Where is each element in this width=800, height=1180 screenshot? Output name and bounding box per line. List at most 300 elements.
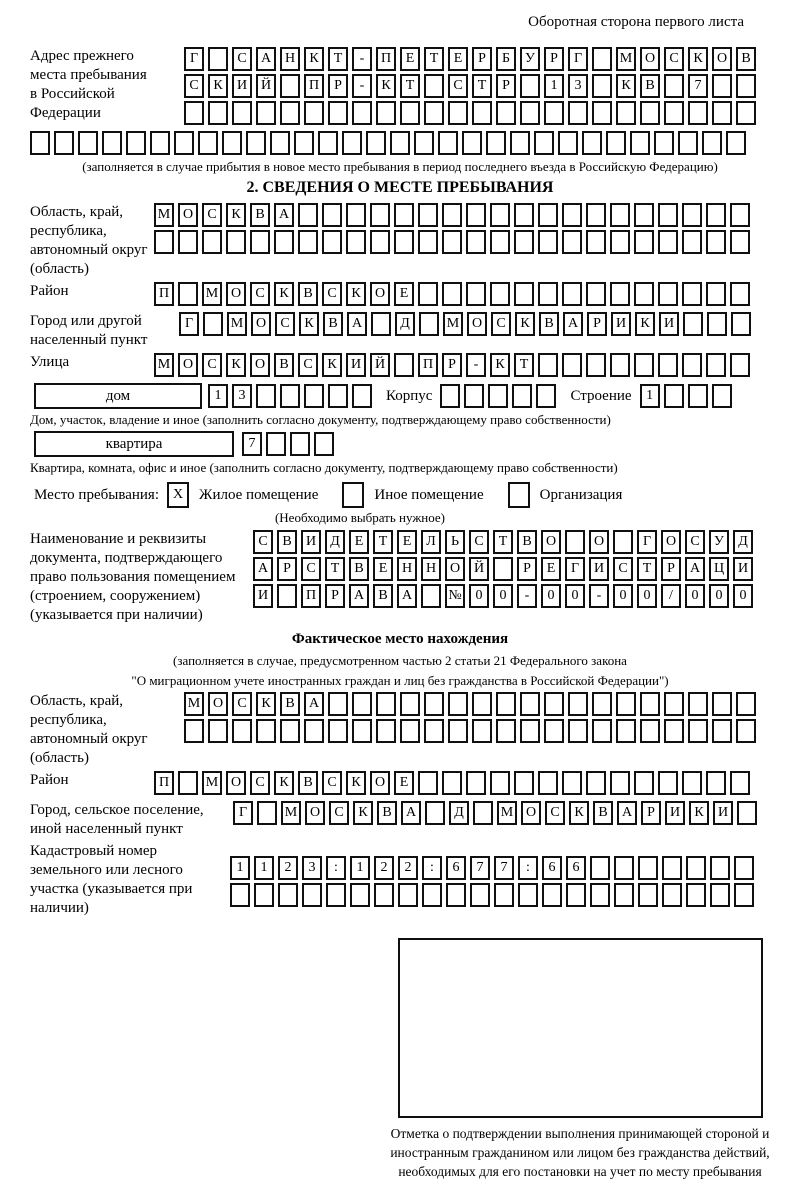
char-box[interactable]: С — [253, 530, 273, 554]
char-box[interactable]: М — [497, 801, 517, 825]
char-box[interactable] — [510, 131, 530, 155]
char-box[interactable]: Е — [397, 530, 417, 554]
char-box[interactable] — [520, 74, 540, 98]
char-box[interactable] — [682, 203, 702, 227]
char-box[interactable] — [184, 101, 204, 125]
char-box[interactable] — [232, 719, 252, 743]
char-box[interactable] — [586, 230, 606, 254]
char-box[interactable] — [278, 883, 298, 907]
char-box[interactable]: - — [352, 47, 372, 71]
char-box[interactable] — [174, 131, 194, 155]
char-box[interactable] — [654, 131, 674, 155]
char-box[interactable] — [562, 771, 582, 795]
char-box[interactable] — [610, 282, 630, 306]
char-box[interactable] — [534, 131, 554, 155]
char-box[interactable]: П — [301, 584, 321, 608]
char-box[interactable] — [154, 230, 174, 254]
char-box[interactable] — [230, 883, 250, 907]
char-box[interactable] — [610, 353, 630, 377]
char-box[interactable] — [400, 692, 420, 716]
char-box[interactable] — [418, 230, 438, 254]
char-box[interactable]: Е — [541, 557, 561, 581]
char-box[interactable]: И — [253, 584, 273, 608]
char-box[interactable] — [568, 692, 588, 716]
char-box[interactable] — [394, 353, 414, 377]
char-box[interactable] — [418, 203, 438, 227]
char-box[interactable] — [640, 692, 660, 716]
char-box[interactable]: А — [401, 801, 421, 825]
char-box[interactable] — [664, 384, 684, 408]
char-box[interactable]: 0 — [685, 584, 705, 608]
char-box[interactable] — [520, 101, 540, 125]
char-box[interactable] — [418, 771, 438, 795]
char-box[interactable] — [538, 282, 558, 306]
char-box[interactable]: 0 — [565, 584, 585, 608]
char-box[interactable] — [688, 101, 708, 125]
char-box[interactable] — [304, 101, 324, 125]
char-box[interactable]: В — [349, 557, 369, 581]
char-box[interactable] — [736, 692, 756, 716]
char-box[interactable] — [494, 883, 514, 907]
char-box[interactable] — [418, 282, 438, 306]
char-box[interactable] — [490, 282, 510, 306]
char-box[interactable]: А — [349, 584, 369, 608]
char-box[interactable]: Г — [637, 530, 657, 554]
char-box[interactable]: 1 — [350, 856, 370, 880]
char-box[interactable]: О — [640, 47, 660, 71]
char-box[interactable] — [254, 883, 274, 907]
char-box[interactable] — [466, 771, 486, 795]
char-box[interactable] — [568, 101, 588, 125]
char-box[interactable]: К — [322, 353, 342, 377]
char-box[interactable] — [280, 719, 300, 743]
char-box[interactable] — [277, 584, 297, 608]
char-box[interactable]: И — [232, 74, 252, 98]
char-box[interactable]: Р — [277, 557, 297, 581]
char-box[interactable] — [683, 312, 703, 336]
char-box[interactable]: К — [515, 312, 535, 336]
char-box[interactable] — [538, 230, 558, 254]
char-box[interactable] — [538, 203, 558, 227]
char-box[interactable] — [616, 692, 636, 716]
char-box[interactable] — [422, 883, 442, 907]
char-box[interactable] — [203, 312, 223, 336]
char-box[interactable] — [466, 230, 486, 254]
char-box[interactable]: Р — [544, 47, 564, 71]
char-box[interactable] — [376, 101, 396, 125]
char-box[interactable] — [664, 692, 684, 716]
char-box[interactable] — [734, 856, 754, 880]
char-box[interactable]: Л — [421, 530, 441, 554]
char-box[interactable] — [544, 692, 564, 716]
char-box[interactable]: - — [466, 353, 486, 377]
char-box[interactable]: К — [226, 353, 246, 377]
char-box[interactable] — [514, 203, 534, 227]
char-box[interactable]: - — [589, 584, 609, 608]
char-box[interactable]: М — [184, 692, 204, 716]
char-box[interactable] — [664, 719, 684, 743]
char-box[interactable]: Д — [449, 801, 469, 825]
char-box[interactable] — [326, 883, 346, 907]
char-box[interactable] — [606, 131, 626, 155]
char-box[interactable] — [274, 230, 294, 254]
char-box[interactable] — [538, 771, 558, 795]
char-box[interactable]: 7 — [494, 856, 514, 880]
char-box[interactable] — [630, 131, 650, 155]
char-box[interactable] — [470, 883, 490, 907]
char-box[interactable] — [352, 719, 372, 743]
char-box[interactable] — [512, 384, 532, 408]
char-box[interactable] — [610, 771, 630, 795]
char-box[interactable]: 1 — [230, 856, 250, 880]
char-box[interactable]: 0 — [493, 584, 513, 608]
char-box[interactable]: С — [613, 557, 633, 581]
char-box[interactable] — [634, 203, 654, 227]
char-box[interactable] — [322, 203, 342, 227]
char-box[interactable] — [280, 384, 300, 408]
char-box[interactable]: В — [274, 353, 294, 377]
char-box[interactable] — [466, 203, 486, 227]
char-box[interactable]: Г — [184, 47, 204, 71]
char-box[interactable] — [610, 230, 630, 254]
char-box[interactable]: Д — [395, 312, 415, 336]
char-box[interactable]: Й — [469, 557, 489, 581]
char-box[interactable]: Р — [517, 557, 537, 581]
char-box[interactable] — [178, 282, 198, 306]
char-box[interactable] — [730, 353, 750, 377]
char-box[interactable]: Й — [256, 74, 276, 98]
char-box[interactable] — [568, 719, 588, 743]
char-box[interactable]: Г — [568, 47, 588, 71]
char-box[interactable]: Т — [373, 530, 393, 554]
char-box[interactable] — [342, 482, 364, 508]
char-box[interactable] — [256, 719, 276, 743]
char-box[interactable] — [562, 282, 582, 306]
char-box[interactable] — [352, 384, 372, 408]
char-box[interactable] — [208, 101, 228, 125]
char-box[interactable]: 3 — [232, 384, 252, 408]
char-box[interactable] — [662, 856, 682, 880]
char-box[interactable]: : — [326, 856, 346, 880]
char-box[interactable]: В — [298, 282, 318, 306]
char-box[interactable]: В — [280, 692, 300, 716]
char-box[interactable]: 0 — [613, 584, 633, 608]
char-box[interactable]: И — [713, 801, 733, 825]
char-box[interactable]: С — [469, 530, 489, 554]
char-box[interactable]: № — [445, 584, 465, 608]
char-box[interactable]: 0 — [541, 584, 561, 608]
char-box[interactable] — [508, 482, 530, 508]
char-box[interactable]: С — [298, 353, 318, 377]
char-box[interactable] — [520, 692, 540, 716]
char-box[interactable]: Ь — [445, 530, 465, 554]
char-box[interactable] — [682, 771, 702, 795]
char-box[interactable] — [702, 131, 722, 155]
char-box[interactable]: Е — [394, 771, 414, 795]
char-box[interactable]: К — [346, 282, 366, 306]
char-box[interactable] — [638, 856, 658, 880]
char-box[interactable] — [352, 692, 372, 716]
char-box[interactable] — [592, 719, 612, 743]
char-box[interactable] — [562, 353, 582, 377]
char-box[interactable]: С — [322, 771, 342, 795]
char-box[interactable] — [731, 312, 751, 336]
char-box[interactable] — [352, 101, 372, 125]
char-box[interactable] — [586, 282, 606, 306]
char-box[interactable] — [592, 47, 612, 71]
char-box[interactable]: 6 — [542, 856, 562, 880]
char-box[interactable] — [246, 131, 266, 155]
char-box[interactable] — [664, 74, 684, 98]
char-box[interactable] — [562, 230, 582, 254]
char-box[interactable] — [448, 101, 468, 125]
char-box[interactable] — [706, 230, 726, 254]
char-box[interactable]: У — [709, 530, 729, 554]
char-box[interactable]: С — [202, 353, 222, 377]
char-box[interactable]: Р — [587, 312, 607, 336]
char-box[interactable] — [730, 282, 750, 306]
char-box[interactable]: В — [736, 47, 756, 71]
char-box[interactable] — [586, 771, 606, 795]
char-box[interactable]: К — [256, 692, 276, 716]
char-box[interactable]: М — [616, 47, 636, 71]
char-box[interactable] — [350, 883, 370, 907]
char-box[interactable] — [198, 131, 218, 155]
char-box[interactable] — [400, 719, 420, 743]
char-box[interactable]: О — [661, 530, 681, 554]
char-box[interactable]: Г — [179, 312, 199, 336]
char-box[interactable] — [371, 312, 391, 336]
char-box[interactable]: А — [304, 692, 324, 716]
char-box[interactable]: С — [685, 530, 705, 554]
char-box[interactable]: М — [443, 312, 463, 336]
char-box[interactable] — [736, 719, 756, 743]
char-box[interactable] — [150, 131, 170, 155]
char-box[interactable] — [688, 692, 708, 716]
char-box[interactable] — [706, 282, 726, 306]
char-box[interactable]: В — [298, 771, 318, 795]
char-box[interactable] — [590, 883, 610, 907]
char-box[interactable] — [328, 101, 348, 125]
char-box[interactable] — [582, 131, 602, 155]
char-box[interactable] — [54, 131, 74, 155]
char-box[interactable]: Н — [421, 557, 441, 581]
char-box[interactable] — [493, 557, 513, 581]
char-box[interactable]: О — [589, 530, 609, 554]
char-box[interactable] — [682, 282, 702, 306]
char-box[interactable]: У — [520, 47, 540, 71]
char-box[interactable]: В — [250, 203, 270, 227]
char-box[interactable]: - — [517, 584, 537, 608]
char-box[interactable]: А — [563, 312, 583, 336]
char-box[interactable] — [736, 101, 756, 125]
char-box[interactable] — [688, 719, 708, 743]
char-box[interactable]: О — [226, 771, 246, 795]
char-box[interactable]: Р — [472, 47, 492, 71]
char-box[interactable] — [425, 801, 445, 825]
char-box[interactable] — [390, 131, 410, 155]
char-box[interactable] — [662, 883, 682, 907]
char-box[interactable] — [438, 131, 458, 155]
char-box[interactable]: В — [277, 530, 297, 554]
char-box[interactable] — [613, 530, 633, 554]
char-box[interactable] — [126, 131, 146, 155]
char-box[interactable] — [686, 883, 706, 907]
char-box[interactable]: Т — [424, 47, 444, 71]
char-box[interactable] — [232, 101, 252, 125]
char-box[interactable]: К — [346, 771, 366, 795]
char-box[interactable] — [590, 856, 610, 880]
char-box[interactable] — [542, 883, 562, 907]
char-box[interactable] — [322, 230, 342, 254]
char-box[interactable] — [658, 230, 678, 254]
char-box[interactable]: К — [616, 74, 636, 98]
char-box[interactable] — [346, 230, 366, 254]
char-box[interactable] — [424, 719, 444, 743]
char-box[interactable]: А — [617, 801, 637, 825]
char-box[interactable]: К — [689, 801, 709, 825]
char-box[interactable]: 6 — [566, 856, 586, 880]
char-box[interactable] — [634, 230, 654, 254]
char-box[interactable] — [472, 719, 492, 743]
char-box[interactable]: 3 — [568, 74, 588, 98]
char-box[interactable] — [419, 312, 439, 336]
char-box[interactable]: О — [521, 801, 541, 825]
char-box[interactable] — [488, 384, 508, 408]
char-box[interactable]: X — [167, 482, 189, 508]
char-box[interactable] — [226, 230, 246, 254]
char-box[interactable]: В — [640, 74, 660, 98]
char-box[interactable] — [442, 771, 462, 795]
char-box[interactable] — [298, 203, 318, 227]
char-box[interactable]: М — [281, 801, 301, 825]
char-box[interactable]: 1 — [544, 74, 564, 98]
char-box[interactable] — [592, 101, 612, 125]
char-box[interactable]: Е — [373, 557, 393, 581]
char-box[interactable]: Е — [349, 530, 369, 554]
char-box[interactable] — [586, 203, 606, 227]
char-box[interactable] — [328, 719, 348, 743]
char-box[interactable]: 2 — [398, 856, 418, 880]
char-box[interactable] — [394, 203, 414, 227]
char-box[interactable]: В — [539, 312, 559, 336]
char-box[interactable] — [586, 353, 606, 377]
char-box[interactable] — [634, 353, 654, 377]
char-box[interactable] — [688, 384, 708, 408]
char-box[interactable] — [442, 230, 462, 254]
char-box[interactable] — [178, 771, 198, 795]
char-box[interactable] — [658, 771, 678, 795]
char-box[interactable]: К — [688, 47, 708, 71]
char-box[interactable]: П — [376, 47, 396, 71]
char-box[interactable]: Б — [496, 47, 516, 71]
char-box[interactable]: / — [661, 584, 681, 608]
char-box[interactable] — [682, 353, 702, 377]
char-box[interactable]: О — [467, 312, 487, 336]
char-box[interactable]: П — [154, 282, 174, 306]
char-box[interactable]: В — [323, 312, 343, 336]
char-box[interactable] — [520, 719, 540, 743]
char-box[interactable]: Р — [442, 353, 462, 377]
char-box[interactable] — [304, 384, 324, 408]
char-box[interactable] — [616, 719, 636, 743]
char-box[interactable]: Т — [328, 47, 348, 71]
char-box[interactable] — [376, 719, 396, 743]
char-box[interactable] — [184, 719, 204, 743]
char-box[interactable] — [640, 719, 660, 743]
char-box[interactable]: Р — [328, 74, 348, 98]
char-box[interactable] — [562, 203, 582, 227]
char-box[interactable] — [518, 883, 538, 907]
char-box[interactable]: Н — [397, 557, 417, 581]
char-box[interactable] — [730, 771, 750, 795]
char-box[interactable] — [370, 203, 390, 227]
char-box[interactable]: Д — [325, 530, 345, 554]
char-box[interactable]: И — [611, 312, 631, 336]
char-box[interactable]: И — [346, 353, 366, 377]
char-box[interactable] — [250, 230, 270, 254]
char-box[interactable]: К — [353, 801, 373, 825]
char-box[interactable] — [342, 131, 362, 155]
char-box[interactable]: О — [178, 353, 198, 377]
char-box[interactable] — [328, 384, 348, 408]
char-box[interactable]: С — [184, 74, 204, 98]
char-box[interactable] — [294, 131, 314, 155]
char-box[interactable]: О — [208, 692, 228, 716]
char-box[interactable]: П — [304, 74, 324, 98]
char-box[interactable]: О — [250, 353, 270, 377]
char-box[interactable] — [304, 719, 324, 743]
char-box[interactable]: 2 — [374, 856, 394, 880]
char-box[interactable]: 1 — [640, 384, 660, 408]
char-box[interactable] — [664, 101, 684, 125]
char-box[interactable] — [658, 282, 678, 306]
char-box[interactable]: Е — [400, 47, 420, 71]
char-box[interactable] — [496, 719, 516, 743]
char-box[interactable] — [30, 131, 50, 155]
char-box[interactable] — [78, 131, 98, 155]
char-box[interactable] — [514, 230, 534, 254]
char-box[interactable] — [290, 432, 310, 456]
char-box[interactable] — [592, 692, 612, 716]
char-box[interactable]: П — [418, 353, 438, 377]
char-box[interactable] — [710, 883, 730, 907]
char-box[interactable] — [706, 353, 726, 377]
char-box[interactable]: А — [274, 203, 294, 227]
char-box[interactable] — [208, 47, 228, 71]
char-box[interactable] — [102, 131, 122, 155]
char-box[interactable] — [734, 883, 754, 907]
char-box[interactable] — [634, 771, 654, 795]
char-box[interactable] — [726, 131, 746, 155]
char-box[interactable]: Р — [661, 557, 681, 581]
char-box[interactable] — [376, 692, 396, 716]
char-box[interactable] — [394, 230, 414, 254]
char-box[interactable] — [712, 384, 732, 408]
char-box[interactable] — [257, 801, 277, 825]
char-box[interactable]: - — [352, 74, 372, 98]
char-box[interactable]: А — [347, 312, 367, 336]
char-box[interactable]: И — [733, 557, 753, 581]
char-box[interactable] — [710, 856, 730, 880]
char-box[interactable]: О — [226, 282, 246, 306]
char-box[interactable] — [544, 719, 564, 743]
char-box[interactable] — [462, 131, 482, 155]
char-box[interactable] — [421, 584, 441, 608]
char-box[interactable]: А — [397, 584, 417, 608]
char-box[interactable] — [682, 230, 702, 254]
char-box[interactable]: К — [299, 312, 319, 336]
